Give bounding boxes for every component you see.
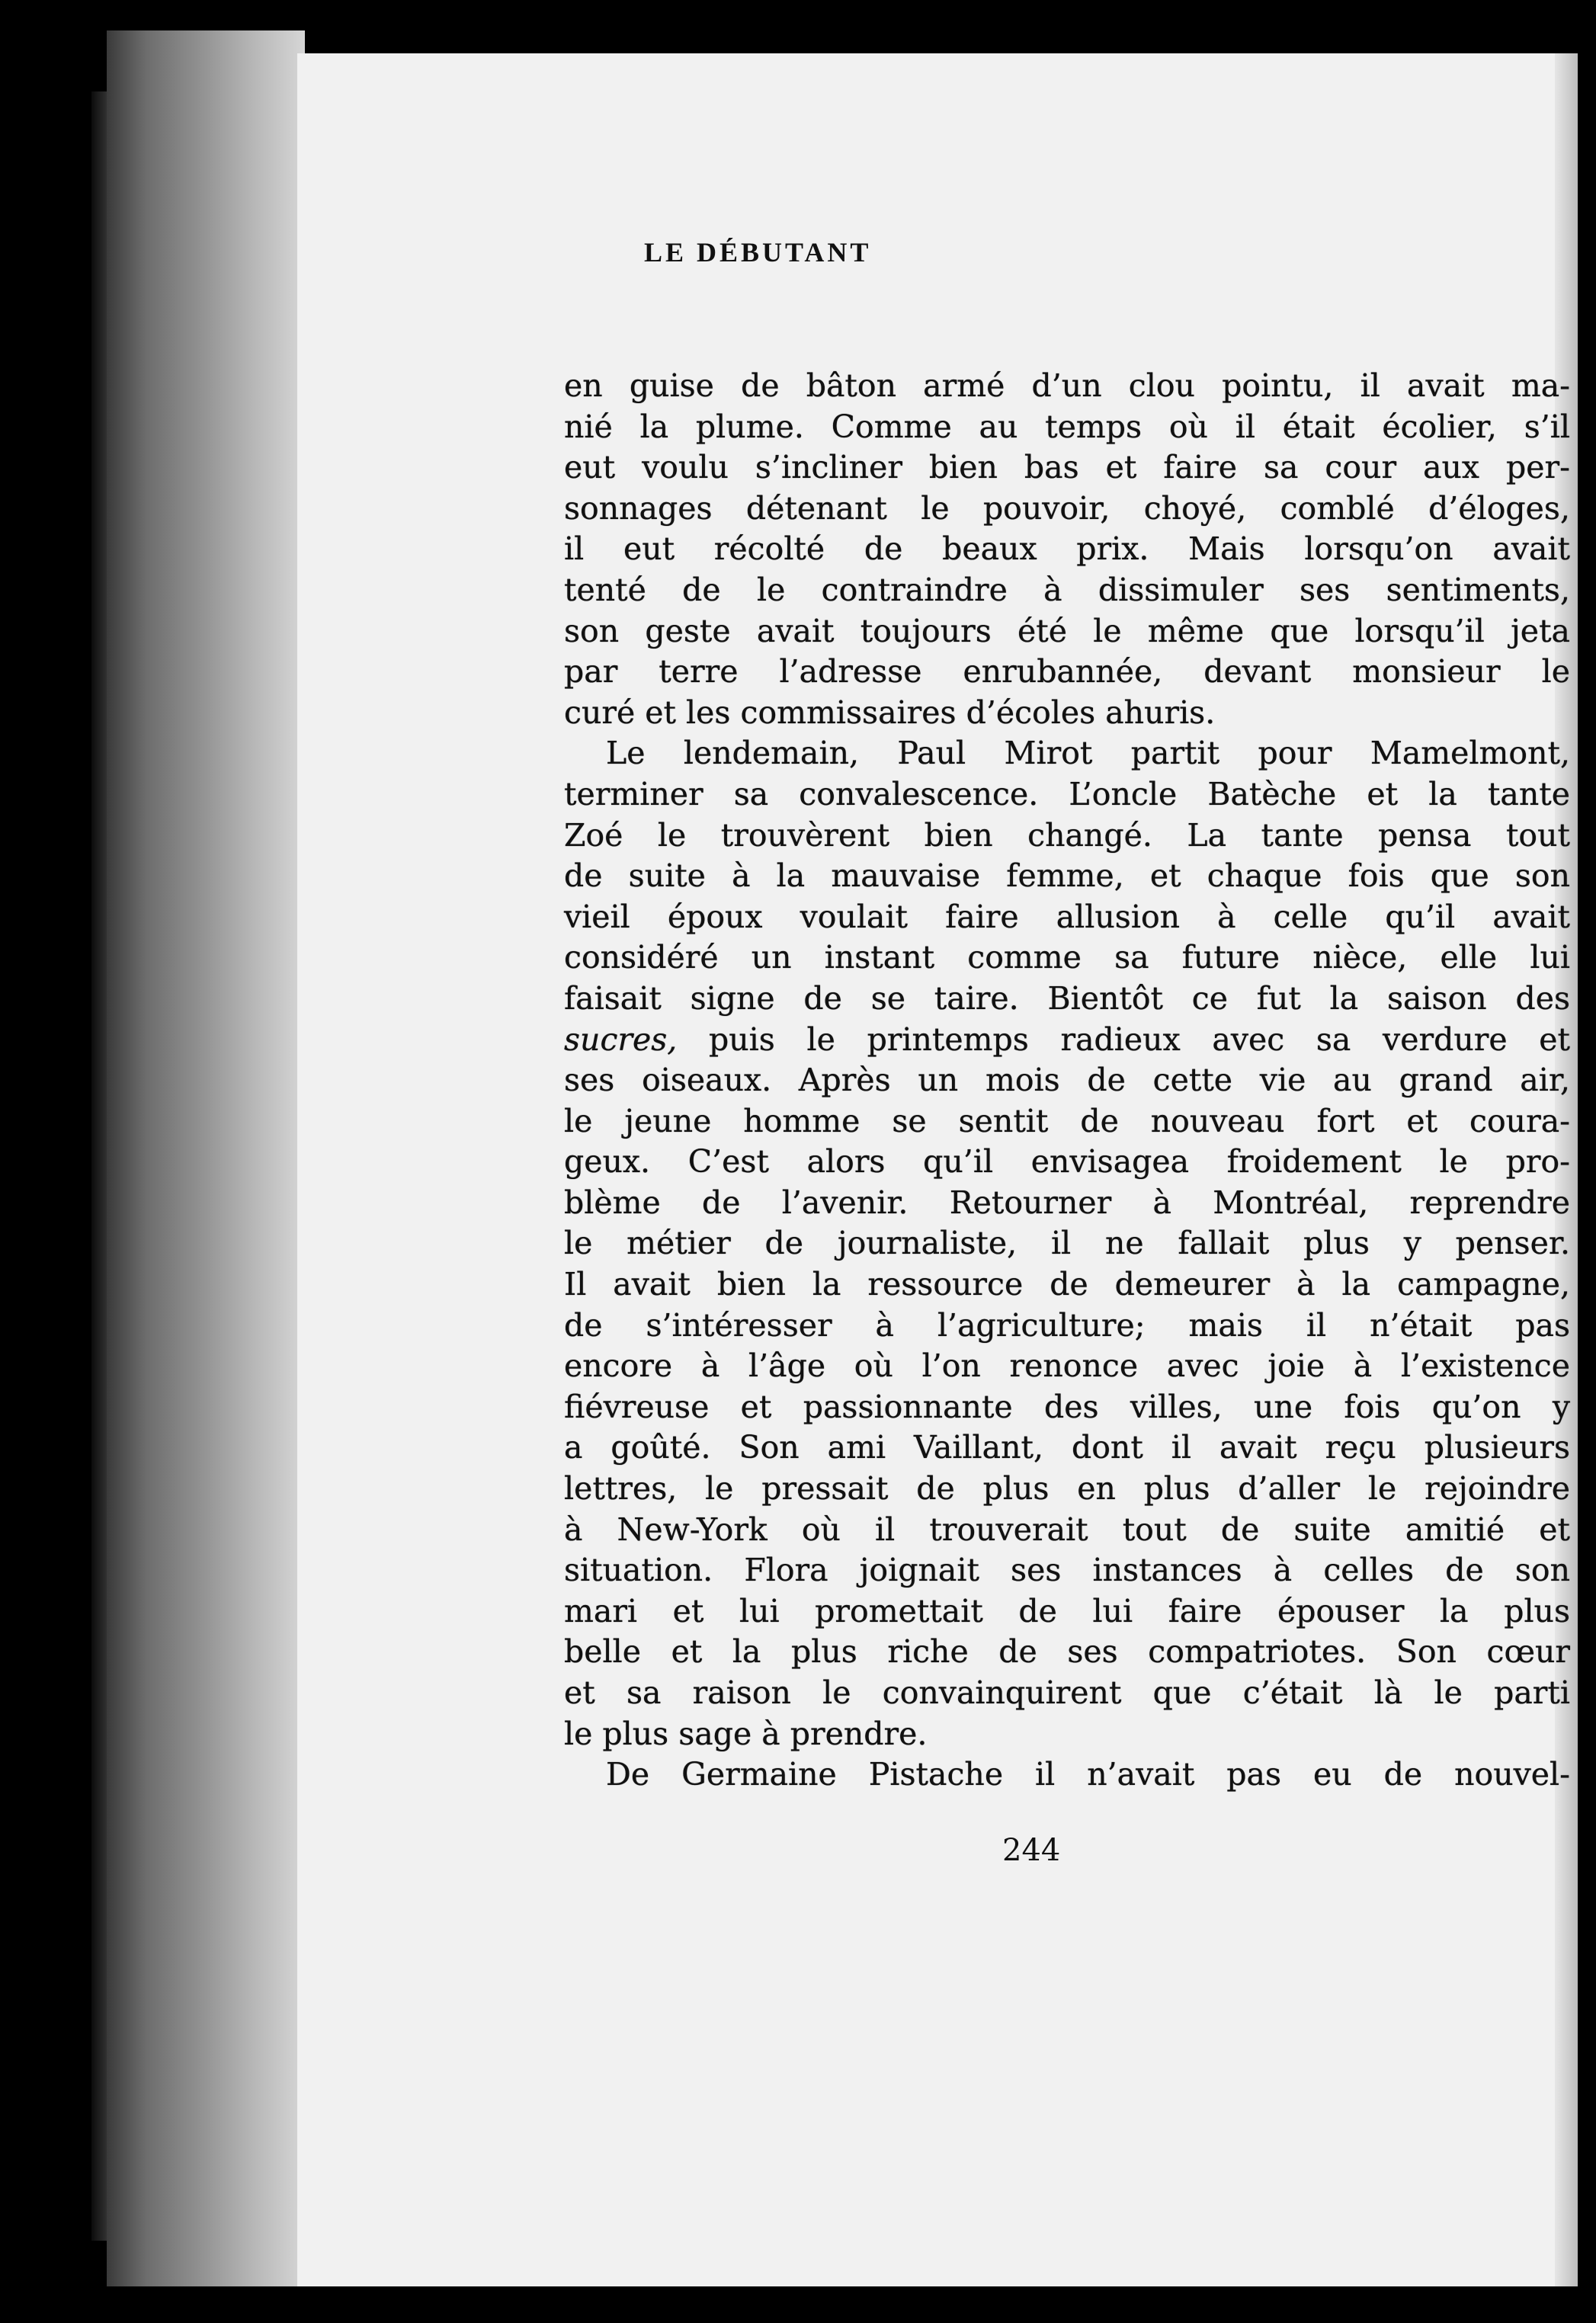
text-line: terminer sa convalescence. L’oncle Batèche et la tante (564, 775, 1570, 812)
text-line: tenté de le contraindre à dissimuler ses sentiments, (564, 571, 1570, 608)
page-number: 244 (1002, 1833, 1061, 1868)
text-line: le jeune homme se sentit de nouveau fort et coura- (564, 1102, 1570, 1139)
text-line: le métier de journaliste, il ne fallait plus y penser. (564, 1225, 1570, 1262)
text-line: belle et la plus riche de ses compatriotes. Son cœur (564, 1633, 1570, 1671)
paragraph-start-line: Le lendemain, Paul Mirot partit pour Mamelmont, (606, 735, 1570, 772)
text-line: situation. Flora joignait ses instances à celles de son (564, 1552, 1570, 1589)
running-head: LE DÉBUTANT (644, 237, 872, 268)
text-line: lettres, le pressait de plus en plus d’aller le rejoindre (564, 1470, 1570, 1508)
text-line: il eut récolté de beaux prix. Mais lorsqu’on avait (564, 530, 1570, 568)
italic-word: sucres, (564, 1021, 678, 1058)
text-line: curé et les commissaires d’écoles ahuris. (564, 694, 1216, 731)
text-line: de suite à la mauvaise femme, et chaque fois que son (564, 857, 1570, 895)
text-line: de s’intéresser à l’agriculture; mais il n’était pas (564, 1306, 1570, 1344)
text-line: ses oiseaux. Après un mois de cette vie au grand air, (564, 1062, 1570, 1099)
text-line: Zoé le trouvèrent bien changé. La tante pensa tout (564, 816, 1570, 854)
text-line: en guise de bâton armé d’un clou pointu, il avait ma- (564, 367, 1570, 404)
paragraph-start-line: De Germaine Pistache il n’avait pas eu de nouvel- (606, 1756, 1570, 1793)
text-line: geux. C’est alors qu’il envisagea froidement le pro- (564, 1143, 1570, 1181)
text-line: le plus sage à prendre. (564, 1715, 928, 1752)
text-line: faisait signe de se taire. Bientôt ce fut la saison des (564, 979, 1570, 1017)
text-line: vieil époux voulait faire allusion à celle qu’il avait (564, 898, 1570, 935)
text-line: nié la plume. Comme au temps où il était écolier, s’il (564, 408, 1570, 445)
text-line-rest: puis le printemps radieux avec sa verdure et (677, 1021, 1570, 1058)
text-line: considéré un instant comme sa future nièce, elle lui (564, 939, 1570, 976)
text-line: encore à l’âge où l’on renonce avec joie à l’existence (564, 1347, 1570, 1385)
text-line: et sa raison le convainquirent que c’était là le parti (564, 1674, 1570, 1711)
text-line: eut voulu s’incliner bien bas et faire sa cour aux per- (564, 449, 1570, 486)
text-line: mari et lui promettait de lui faire épouser la plus (564, 1592, 1570, 1629)
text-line-with-italic (564, 1020, 1570, 1061)
text-line: blème de l’avenir. Retourner à Montréal, reprendre (564, 1184, 1570, 1221)
text-line: à New-York où il trouverait tout de suite amitié et (564, 1511, 1570, 1548)
text-line: son geste avait toujours été le même que lorsqu’il jeta (564, 612, 1570, 649)
body-text (564, 366, 1570, 1796)
book-gutter (107, 30, 305, 2286)
text-line: a goûté. Son ami Vaillant, dont il avait reçu plusieurs (564, 1429, 1570, 1466)
text-line: Il avait bien la ressource de demeurer à la campagne, (564, 1266, 1570, 1303)
text-line: fiévreuse et passionnante des villes, une fois qu’on y (564, 1388, 1570, 1425)
text-line: par terre l’adresse enrubannée, devant monsieur le (564, 653, 1570, 690)
text-line: sonnages détenant le pouvoir, choyé, comblé d’éloges, (564, 489, 1570, 527)
